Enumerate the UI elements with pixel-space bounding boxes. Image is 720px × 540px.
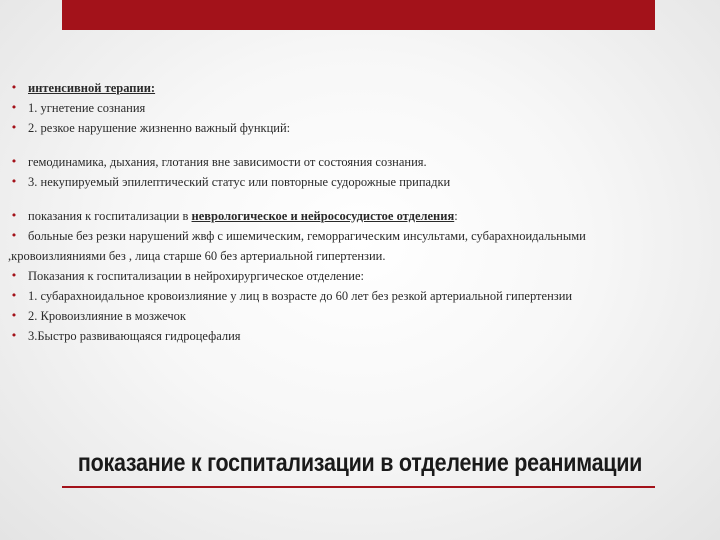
- list-item: [8, 226, 708, 246]
- list-item: [8, 172, 708, 192]
- bullet-icon: •: [10, 229, 18, 242]
- title-underline: [62, 486, 655, 488]
- list-item: [8, 118, 708, 138]
- list-item-text: больные без резки нарушений жвф с ишемическим, геморрагическим инсультами, субарахноидальными: [28, 229, 586, 243]
- list-item: [8, 306, 708, 326]
- list-item: [8, 286, 708, 306]
- list-item: [8, 78, 708, 98]
- top-accent-bar: [62, 0, 655, 30]
- bullet-icon: •: [10, 209, 18, 222]
- list-item-text: 1. угнетение сознания: [28, 101, 146, 115]
- list-item: [8, 266, 708, 286]
- department-name: неврологическое и нейрососудистое отделения: [191, 209, 455, 223]
- bullet-icon: •: [10, 121, 18, 134]
- list-item-continuation: [8, 246, 708, 266]
- bullet-icon: •: [10, 329, 18, 342]
- bullet-icon: •: [10, 309, 18, 322]
- list-item: [8, 152, 708, 172]
- list-item-text: 1. субарахноидальное кровоизлияние у лиц в возрасте до 60 лет без резкой артериальной гипертензии: [28, 289, 573, 303]
- list-item-text: ,кровоизлияниями без , лица старше 60 без артериальной гипертензии.: [8, 249, 386, 263]
- slide-title: показание к госпитализации в отделение реанимации: [77, 449, 643, 477]
- list-item-text: гемодинамика, дыхания, глотания вне зависимости от состояния сознания.: [28, 155, 427, 169]
- list-item-text: 3.Быстро развивающаяся гидроцефалия: [28, 329, 241, 343]
- list-item-text: 3. некупируемый эпилептический статус или повторные судорожные припадки: [28, 175, 451, 189]
- bullet-icon: •: [10, 155, 18, 168]
- list-item-text: 2. резкое нарушение жизненно важный функций:: [28, 121, 291, 135]
- list-item: [8, 98, 708, 118]
- slide-body: [8, 78, 708, 346]
- list-item: [8, 206, 708, 226]
- bullet-icon: •: [10, 289, 18, 302]
- list-item-text: 2. Кровоизлияние в мозжечок: [28, 309, 186, 323]
- bullet-icon: •: [10, 175, 18, 188]
- list-item: [8, 326, 708, 346]
- list-item-text-suffix: :: [454, 209, 458, 223]
- bullet-icon: •: [10, 101, 18, 114]
- bullet-icon: •: [10, 269, 18, 282]
- list-item-text-prefix: показания к госпитализации в: [28, 209, 192, 223]
- list-item-text: Показания к госпитализации в нейрохирургическое отделение:: [28, 269, 364, 283]
- list-item-text: интенсивной терапии:: [28, 81, 156, 95]
- bullet-icon: •: [10, 81, 18, 94]
